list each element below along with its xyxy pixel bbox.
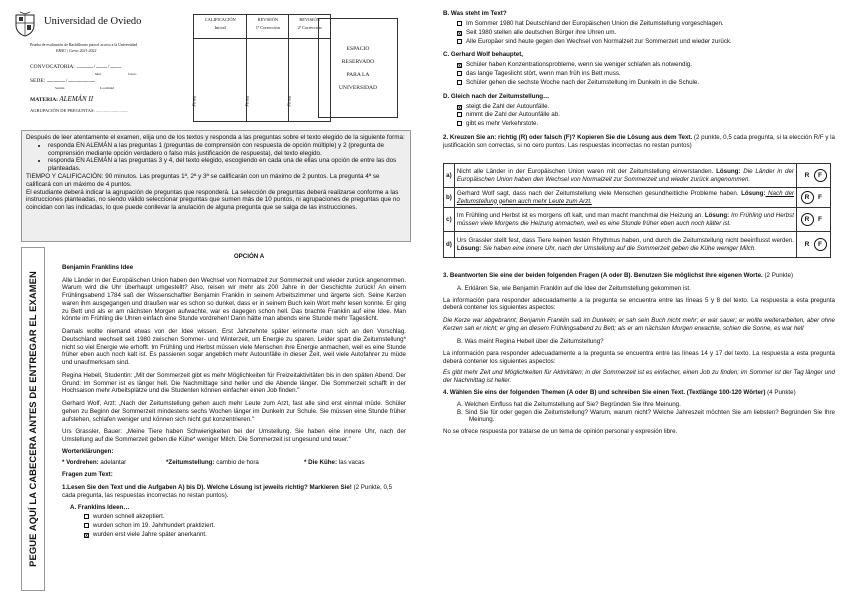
sede-field: SEDE: ..................... / ...............................	[30, 78, 95, 84]
q3A-question: A. Erklären Sie, wie Benjamin Franklin auf die Idee der Zeitumstellung gekommen ist.	[457, 284, 691, 292]
convocatoria-sub-curso: Curso	[128, 72, 137, 76]
espacio-reservado-box: ESPACIO RESERVADO PARA LA UNIVERSIDAD	[318, 18, 398, 118]
sede-sub-localidad: Localidad	[100, 86, 114, 90]
left-column	[62, 253, 406, 540]
tf-row-letter: a)	[444, 164, 455, 188]
tf-row-letter: b)	[444, 188, 455, 208]
qD-option-3[interactable]: gibt es mehr Verkehrstote.	[457, 120, 835, 128]
instructions-box	[21, 130, 411, 242]
qA-heading: A. Franklins Ideen…	[70, 503, 130, 511]
qA-option-2[interactable]: wurden schon im 19. Jahrhundert praktiziert.	[84, 522, 406, 530]
tf-row-d	[444, 232, 831, 258]
tf-row-c	[444, 208, 831, 232]
instructions-intro: Después de leer atentamente el examen, elija uno de los textos y responda a las preguntas sobre el texto elegido de la siguiente forma:	[26, 134, 405, 141]
glossary-item-1: * Vordrehen: adelantar	[62, 458, 127, 466]
glossary-item-3: * Die Kühe: las vacas	[304, 458, 365, 466]
right-column-lower	[443, 272, 835, 436]
q4B-question: B. Sind Sie für oder gegen die Zeitumstellung? Warum, warum nicht? Welche Jahreszeit möchten Sie am liebsten? Begründen Sie Ihre Meinung.	[457, 408, 835, 424]
checkbox[interactable]	[457, 21, 462, 26]
text-paragraph-5: Urs Grassler, Bauer: „Meine Tiere haben Schwierigkeiten bei der Umstellung. Sie haben eine innere Uhr, nach der Umstellung auf die Sommerzeit geben die Kühe* weniger Milch. Die Sommerzeit ist ungesund und teuer."	[62, 428, 406, 443]
instructions-agrupacion: El estudiante deberá indicar la agrupación de preguntas que responderá. La selección de preguntas deberá realizarse conforme a las instrucciones planteadas, no siendo válido seleccionar preguntas que sumen más de 10 puntos, ni agrupaciones de preguntas que no coincidan con las indicadas, lo que puede conllevar la anulación de alguna pregunta que se salga de las instrucciones.	[26, 188, 400, 212]
qB-option-3[interactable]: Alle Europäer sind heute gegen den Wechsel von Normalzeit zur Sommerzeit und wieder zurück.	[457, 38, 835, 46]
q3B-question: B. Was meint Regina Hebell über die Zeitumstellung?	[457, 337, 604, 345]
q3A-info: La información para responder adecuadamente a la pregunta se encuentra entre las líneas 5 y 8 del texto. La respuesta a esta pregunta deberá contener los siguientes aspectos:	[443, 296, 835, 312]
true-false-table	[443, 163, 831, 258]
text-title: Benjamin Franklins Idee	[62, 263, 134, 271]
qD-option-2[interactable]: nimmt die Zahl der Autounfälle ab.	[457, 111, 835, 119]
choice-r-circled[interactable]: R	[801, 191, 814, 204]
grid-head-rev1: REVISIÓN 1ª Corrección	[247, 15, 289, 39]
checkbox[interactable]	[457, 39, 462, 44]
tf-row-statement: Im Frühling und Herbst ist es morgens oft kalt, und man macht manchmal die Heizung an. Lösung: Im Frühling und Herbst müssen viele Morgens die Heizung anmachen, weil es eine Stunde früher eben auch noch kälter ist.	[454, 208, 796, 232]
checkbox-checked[interactable]: x	[458, 104, 461, 111]
qD-options	[457, 103, 835, 129]
q4-note: No se ofrece respuesta por tratarse de un tema de opinión personal y expresión libre.	[443, 428, 678, 436]
checkbox[interactable]	[457, 112, 462, 117]
choice-r[interactable]: R	[804, 241, 810, 248]
qB-options	[457, 20, 835, 46]
qB-option-1[interactable]: Im Sommer 1980 hat Deutschland der Europäischen Union die Zeitumstellung vorgeschlagen.	[457, 20, 835, 28]
tf-row-letter: c)	[444, 208, 455, 232]
q2-heading: 2. Kreuzen Sie an: richtig (R) oder falsch (F)? Kopieren Sie die Lösung aus dem Text. (2 punkte, 0,5 cada pregunta, si la elección R/F y la justificación son correctas, si no cero puntos. Las respuestas incorrectas no restan puntos)	[443, 134, 835, 149]
convocatoria-sub-mes: Mes	[95, 72, 102, 76]
glossary-title: Worterklärungen:	[62, 447, 114, 455]
grid-head-rev2: REVISIÓN 2ª Corrección	[289, 15, 331, 39]
side-banner-text: PEGUE AQUÍ LA CABECERA ANTES DE ENTREGAR EL EXAMEN	[26, 271, 38, 567]
glossary-item-2: *Zeitumstellung: cambio de hora	[166, 458, 259, 466]
instructions-bullet-1: • responda EN ALEMÁN a las preguntas 1 (preguntas de comprensión con respuesta de opción múltiple) y 2 (pregunta de comprensión mediante opción verdadero o falso más justificación de respuesta), del texto elegido.	[48, 142, 406, 158]
qC-options	[457, 61, 835, 87]
convocatoria-field: CONVOCATORIA: ................... / ............. / .............	[30, 64, 122, 70]
tf-row-choice[interactable]	[797, 232, 831, 258]
text-paragraph-2: Damals wollte niemand etwas von der Idee wissen. Erst Jahrzehnte später erinnerte man sich an den Vorschlag. Deutschland wechselt seit 1980 zwischen Sommer- und Winterzeit, um Energie zu sparen. Leider spart die Zeitumstellung* nicht so viel Energie wie erhofft. Im Frühling und Herbst müssen viele Menschen ihre Energie anmachen, weil es eine Stunde früher eben auch noch kalt ist. Es passieren sogar angeblich mehr Autounfälle in dieser Zeit, weil viele Autofahrer zu müde und unaufmerksam sind.	[62, 328, 406, 366]
q1-heading: 1.Lesen Sie den Text und die Aufgaben A) bis D). Welche Lösung ist jeweils richtig? Markieren Sie! (2 Punkte, 0,5 cada pregunta, las respuestas incorrectas no restan puntos).	[62, 484, 393, 499]
agrupacion-field: AGRUPACIÓN DE PREGUNTAS: .............................	[30, 108, 129, 113]
qA-options	[84, 513, 406, 539]
choice-r[interactable]: R	[804, 172, 810, 179]
tf-row-choice[interactable]	[797, 208, 831, 232]
checkbox-checked[interactable]: x	[458, 63, 461, 70]
q3B-answer: Es gibt mehr Zeit und Möglichkeiten für Aktivitäten; in der Sommerzeit ist es einfacher, einen Job zu finden; im Sommer ist der Tag länger und der Nachmittag ist heller.	[443, 369, 835, 385]
grid-firma-1[interactable]: Firma	[194, 39, 247, 122]
sede-sub-sesion: Sesión	[55, 86, 65, 90]
tf-row-a	[444, 164, 831, 188]
option-heading: OPCIÓN A	[233, 253, 265, 260]
q3-heading: 3. Beantworten Sie eine der beiden folgenden Fragen (A oder B). Benutzen Sie möglichst Ihre eigenen Worte. (2 Punkte)	[443, 272, 794, 279]
grid-firma-3[interactable]: Firma	[289, 39, 331, 122]
fragen-title: Fragen zum Text:	[62, 471, 113, 479]
text-paragraph-1: Alle Länder in der Europäischen Union haben den Wechsel von Normalzeit zur Sommerzeit und wieder zurück angenommen. Warum wird die Uhr überhaupt umgestellt? Also, reisen wir mehr als 200 Jahre in der Geschichte zurück! An einem Frühlingsabend 1784 saß der Wissenschaftler Benjamin Franklin in seinem Arbeitszimmer und ärgerte sich. Seine Kerzen waren ihm ausgegangen und draußen war es schon so dunkel, dass er in seinem Buch kein Wort mehr lesen konnte. Er ging zu Bett und als er am nächsten Morgen aufwachte, war es dagegen schon hell. Das brachte Franklin auf eine Idee. Man könnte im Frühling die Uhren einfach eine Stunde vordrehen! Dann hätte man abends eine Stunde mehr Tageslicht.	[62, 276, 406, 323]
materia-field: MATERIA: ALEMÁN II	[30, 95, 94, 103]
tf-row-letter: d)	[444, 232, 455, 258]
qD-option-1[interactable]: x steigt die Zahl der Autounfälle.	[458, 102, 550, 111]
tf-row-statement: Nicht alle Länder in der Europäischen Union waren mit der Zeitumstellung einverstanden. Lösung: Die Länder in der Europäischen Union haben den Wechsel von Normalzeit zur Sommerzeit und wieder zurück angenommen.	[454, 164, 796, 188]
choice-f[interactable]: F	[818, 194, 822, 201]
qC-option-2[interactable]: das lange Tageslicht stört, wenn man früh ins Bett muss.	[457, 70, 835, 78]
checkbox[interactable]	[457, 80, 462, 85]
checkbox-checked[interactable]: x	[458, 30, 461, 37]
qA-option-3[interactable]: x wurden erst viele Jahre später anerkannt.	[85, 531, 207, 540]
grid-head-inicial: CALIFICACIÓN Inicial	[194, 15, 247, 39]
tf-row-b	[444, 188, 831, 208]
tf-row-choice[interactable]	[797, 188, 831, 208]
qC-option-1[interactable]: x Schüler haben Konzentrationsprobleme, wenn sie weniger schlafen als notwendig.	[458, 61, 692, 70]
checkbox-checked[interactable]: x	[85, 533, 88, 540]
choice-r-circled[interactable]: R	[801, 213, 814, 226]
qA-option-1[interactable]: wurden schnell akzeptiert.	[84, 513, 406, 521]
side-banner	[21, 247, 45, 591]
grading-grid	[193, 14, 331, 122]
q4-heading: 4. Wählen Sie eins der folgenden Themen (A oder B) und schreiben Sie einen Text. (Textlänge 100-120 Wörter) (4 Punkte)	[443, 388, 796, 396]
q4A-question: A. Welchen Einfluss hat die Zeitumstellung auf Sie? Begründen Sie Ihre Meinung.	[457, 400, 681, 408]
checkbox[interactable]	[84, 514, 89, 519]
qD-heading: D. Gleich nach der Zeitumstellung…	[443, 92, 550, 100]
choice-f-circled[interactable]: F	[814, 169, 827, 182]
checkbox[interactable]	[457, 121, 462, 126]
qC-option-3[interactable]: Schüler gehen die sechste Woche nach der Zeitumstellung im Dunkeln in die Schule.	[457, 79, 835, 87]
right-column	[443, 10, 835, 150]
q3B-info: La información para responder adecuadamente a la pregunta se encuentra entre las líneas 14 y 17 del texto. La respuesta a esta pregunta deberá contener los siguientes aspectos:	[443, 349, 835, 365]
qB-heading: B. Was steht im Text?	[443, 10, 507, 17]
checkbox[interactable]	[84, 523, 89, 528]
exam-line-2: EBAU | Curso 2021-2022	[56, 49, 97, 53]
university-name: Universidad de Oviedo	[44, 16, 142, 27]
instructions-tiempo: TIEMPO Y CALIFICACIÓN: 90 minutos. Las preguntas 1ª, 2ª y 3ª se calificarán con un máximo de 2 puntos. La pregunta 4ª se calificará con un máximo de 4 puntos.	[26, 172, 380, 188]
tf-row-statement: Gerhard Wolf sagt, dass nach der Zeitumstellung viele Menschen gesundheitliche Probleme haben. Lösung: Nach der Zeitumstellung gehen auch mehr Leute zum Arzt.	[454, 188, 796, 208]
university-logo	[12, 11, 38, 37]
text-paragraph-3: Regina Hebell, Studentin: „Mit der Sommerzeit gibt es mehr Möglichkeiten für Freizeitaktivitäten bis in den späten Abend. Der Grund: Im Sommer ist es länger hell. Die Nachmittage sind heller und die Abende länger. Die Sommerzeit schafft in der Hochsaison mehr Arbeitsplätze und die Studenten können einfacher einen Job finden."	[62, 371, 406, 395]
tf-row-choice[interactable]	[797, 164, 831, 188]
text-paragraph-4: Gerhard Wolf, Arzt: „Nach der Zeitumstellung gehen auch mehr Leute zum Arzt, fast alle sind erst einmal müde. Schüler gehen zu Beginn der Sommerzeit mindestens sechs Wochen länger im Dunkeln zur Schule. Sie müssen eine Stunde früher aufstehen, schlafen weniger und können sich nicht gut konzentrieren."	[62, 400, 406, 423]
glossary-row	[62, 459, 406, 467]
q3A-answer: Die Kerze war abgebrannt; Benjamin Franklin saß im Dunkeln; er sah sein Buch nicht mehr; er war sauer; er wollte weiterarbeiten, aber ohne Kerzen sah er nicht; er ging an diesem Frühlingsabend zu Bett; als er am nächsten Morgen erwachte, schien die Sonne, es war hell	[443, 317, 835, 333]
choice-f[interactable]: F	[818, 216, 822, 223]
instructions-bullet-2: • responda EN ALEMÁN a las preguntas 3 y 4, del texto elegido, escogiendo en cada una de ellas una opción de entre las dos planteadas.	[48, 157, 406, 173]
exam-line-1: Prueba de evaluación de Bachillerato para el acceso a la Universidad	[30, 43, 138, 47]
qB-option-2[interactable]: x Seit 1980 stellen alle deutschen Bürger ihre Uhren um.	[458, 28, 617, 37]
qC-heading: C. Gerhard Wolf behauptet,	[443, 51, 523, 59]
tf-row-statement: Urs Grassler stellt fest, dass Tiere keinen festen Rhythmus haben, und durch die Zeitumstellung nicht beeinflusst werden. Lösung: Sie haben eine innere Uhr, nach der Umstellung auf die Sommerzeit geben die Kühe weniger Milch.	[454, 232, 796, 258]
choice-f-circled[interactable]: F	[814, 238, 827, 251]
grid-firma-2[interactable]: Firma	[247, 39, 289, 122]
checkbox[interactable]	[457, 71, 462, 76]
